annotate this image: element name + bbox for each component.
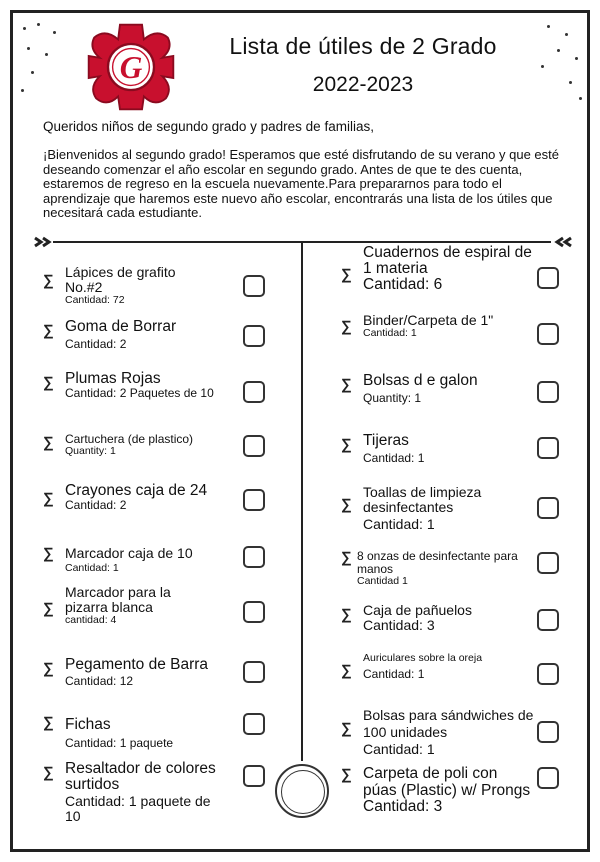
double-chevron-icon: ∑ — [43, 714, 54, 731]
item-quantity: Cantidad: 12 — [65, 674, 134, 688]
item-quantity: Cantidad: 1 — [65, 562, 119, 574]
item-quantity: Cantidad 1 — [357, 575, 408, 587]
item-name: Bolsas d e galon — [363, 372, 478, 389]
checkbox-icon[interactable] — [243, 661, 265, 683]
double-chevron-icon: ∑ — [341, 606, 352, 623]
decor-dot — [547, 25, 550, 28]
item-name: Cartuchera (de plastico) — [65, 432, 194, 446]
checkbox-icon[interactable] — [243, 489, 265, 511]
decor-dot — [579, 97, 582, 100]
checkbox-icon[interactable] — [537, 767, 559, 789]
checkbox-icon[interactable] — [537, 437, 559, 459]
decor-dot — [53, 31, 56, 34]
item-name: Auriculares sobre la oreja — [363, 652, 483, 664]
item-quantity: Cantidad: 2 Paquetes de 10 — [65, 386, 214, 400]
decor-dot — [45, 53, 48, 56]
decor-dot — [569, 81, 572, 84]
checkbox-icon[interactable] — [243, 325, 265, 347]
item-quantity: cantidad: 4 — [65, 614, 117, 626]
decor-dot — [27, 47, 30, 50]
double-chevron-icon: ∑ — [43, 545, 54, 562]
decor-dot — [541, 65, 544, 68]
item-name: Binder/Carpeta de 1" — [363, 312, 494, 328]
item-name: Pegamento de Barra — [65, 656, 209, 673]
item-name: Marcador caja de 10 — [65, 545, 193, 561]
double-chevron-icon: ∑ — [341, 266, 352, 283]
double-chevron-icon: ∑ — [341, 496, 352, 513]
checkbox-icon[interactable] — [537, 323, 559, 345]
page-title: Lista de útiles de 2 Grado — [229, 33, 497, 59]
decor-dot — [557, 49, 560, 52]
double-chevron-icon: ∑ — [43, 490, 54, 507]
item-name: 8 onzas de desinfectante para manos — [357, 549, 518, 576]
item-name: Toallas de limpieza desinfectantes — [363, 484, 482, 515]
item-name: Goma de Borrar — [65, 318, 177, 335]
double-chevron-icon: ∑ — [43, 272, 54, 289]
decor-circle — [275, 764, 329, 818]
intro-paragraph: ¡Bienvenidos al segundo grado! Esperamos que esté disfrutando de su verano y que esté deseando comenzar el año escolar en segundo grado. Antes de que te des cuenta, estaremos de regreso en la escuela nuevamente.Para prepararnos para todo el aprendizaje que haremos este nuevo año escolar, encontrarás una lista de los útiles que necesitará cada estudiante. — [43, 147, 560, 221]
item-quantity: Cantidad: 3 — [363, 617, 435, 633]
checkbox-icon[interactable] — [537, 497, 559, 519]
item-quantity: Cantidad: 1 — [363, 327, 417, 339]
logo-letter: G — [119, 50, 143, 86]
decor-dot — [565, 33, 568, 36]
item-name: Resaltador de colores surtidos — [65, 760, 216, 793]
item-name: Fichas — [65, 716, 111, 733]
checkbox-icon[interactable] — [243, 713, 265, 735]
double-chevron-icon: ∑ — [341, 436, 352, 453]
double-chevron-icon: ∑ — [341, 766, 352, 783]
checkbox-icon[interactable] — [243, 546, 265, 568]
item-name: Bolsas para sándwiches de 100 unidades — [363, 707, 534, 740]
item-quantity: Cantidad: 1 — [363, 451, 425, 465]
checkbox-icon[interactable] — [537, 663, 559, 685]
item-quantity: Quantity: 1 — [65, 445, 116, 457]
double-chevron-icon: ∑ — [43, 374, 54, 391]
item-name: Plumas Rojas — [65, 370, 161, 387]
item-quantity: Cantidad: 1 paquete — [65, 736, 174, 750]
checkbox-icon[interactable] — [537, 552, 559, 574]
checkbox-icon[interactable] — [243, 275, 265, 297]
school-year: 2022-2023 — [312, 73, 414, 96]
decor-dot — [575, 57, 578, 60]
item-quantity: Cantidad: 72 — [65, 294, 125, 306]
item-quantity: Cantidad: 6 — [363, 276, 443, 293]
double-chevron-icon: ∑ — [341, 318, 352, 335]
double-chevron-icon: ∑ — [341, 662, 352, 679]
item-name: Tijeras — [363, 432, 409, 449]
item-quantity: Cantidad: 2 — [65, 337, 127, 351]
double-chevron-left-icon — [549, 235, 573, 249]
item-name: Crayones caja de 24 — [65, 482, 208, 499]
checkbox-icon[interactable] — [243, 435, 265, 457]
double-chevron-icon: ∑ — [43, 434, 54, 451]
supply-list-page — [10, 10, 590, 852]
double-chevron-icon: ∑ — [43, 764, 54, 781]
item-name: Caja de pañuelos — [363, 602, 472, 618]
decor-dot — [37, 23, 40, 26]
checkbox-icon[interactable] — [537, 267, 559, 289]
checkbox-icon[interactable] — [537, 609, 559, 631]
column-divider — [301, 241, 303, 761]
decor-dot — [23, 27, 26, 30]
checkbox-icon[interactable] — [537, 381, 559, 403]
double-chevron-icon: ∑ — [43, 660, 54, 677]
item-quantity: Cantidad: 1 — [363, 741, 435, 757]
checkbox-icon[interactable] — [243, 765, 265, 787]
decor-dot — [31, 71, 34, 74]
greeting: Queridos niños de segundo grado y padres de familias, — [43, 119, 374, 134]
double-chevron-icon: ∑ — [43, 600, 54, 617]
checkbox-icon[interactable] — [243, 601, 265, 623]
item-name: Lápices de grafito No.#2 — [65, 264, 176, 295]
item-quantity: Quantity: 1 — [363, 391, 422, 405]
double-chevron-icon: ∑ — [341, 549, 352, 566]
item-quantity: Cantidad: 1 paquete de 10 — [65, 793, 211, 824]
double-chevron-icon: ∑ — [341, 720, 352, 737]
item-quantity: Cantidad: 1 — [363, 516, 435, 532]
item-name: Carpeta de poli con púas (Plastic) w/ Prongs — [363, 765, 531, 799]
item-quantity: Cantidad: 1 — [363, 667, 425, 681]
double-chevron-icon: ∑ — [43, 322, 54, 339]
decor-dot — [21, 89, 24, 92]
item-name: Marcador para la pizarra blanca — [65, 584, 171, 615]
checkbox-icon[interactable] — [537, 721, 559, 743]
school-logo — [85, 21, 177, 113]
checkbox-icon[interactable] — [243, 381, 265, 403]
item-name: Cuadernos de espiral de 1 materia — [363, 244, 532, 277]
item-quantity: Cantidad: 3 — [363, 798, 443, 815]
double-chevron-icon: ∑ — [341, 376, 352, 393]
item-quantity: Cantidad: 2 — [65, 498, 127, 512]
